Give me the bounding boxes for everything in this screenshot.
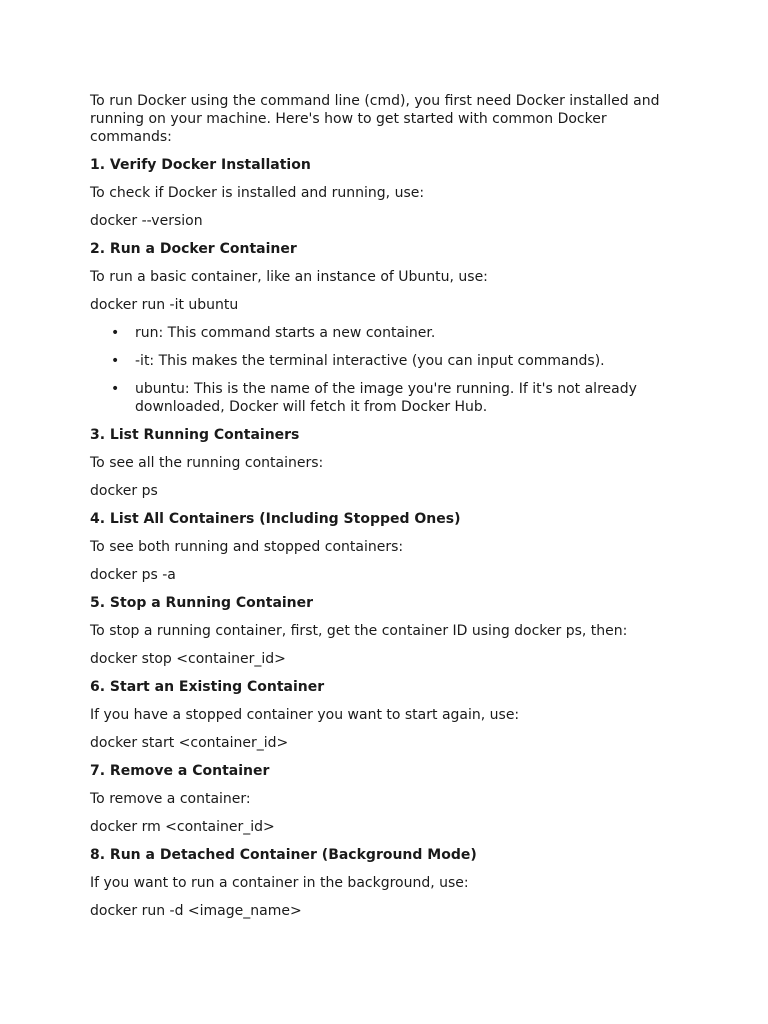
list-item-text: -it: This makes the terminal interactive (you can input commands). bbox=[135, 353, 605, 369]
intro-paragraph: To run Docker using the command line (cmd), you first need Docker installed and running on your machine. Here's how to get started with common Docker commands: bbox=[90, 93, 660, 145]
command-line: docker start <container_id> bbox=[90, 735, 289, 751]
section-heading: 5. Stop a Running Container bbox=[90, 595, 314, 611]
list-item-text: ubuntu: This is the name of the image you're running. If it's not already downloaded, Docker will fetch it from Docker Hub. bbox=[135, 381, 637, 415]
section-text: To check if Docker is installed and running, use: bbox=[90, 185, 425, 201]
section-text: To run a basic container, like an instance of Ubuntu, use: bbox=[90, 269, 488, 285]
section-remove-container bbox=[90, 762, 680, 836]
list-item bbox=[90, 380, 680, 416]
section-detached-container bbox=[90, 846, 680, 920]
section-text: To see all the running containers: bbox=[90, 455, 324, 471]
command-line: docker rm <container_id> bbox=[90, 819, 275, 835]
bullet-icon: • bbox=[111, 381, 120, 397]
command-line: docker stop <container_id> bbox=[90, 651, 286, 667]
document-page bbox=[90, 92, 680, 930]
section-heading: 2. Run a Docker Container bbox=[90, 241, 297, 257]
section-heading: 7. Remove a Container bbox=[90, 763, 270, 779]
command-line: docker run -it ubuntu bbox=[90, 297, 239, 313]
section-list-all bbox=[90, 510, 680, 584]
bullet-icon: • bbox=[111, 353, 120, 369]
section-text: If you want to run a container in the background, use: bbox=[90, 875, 469, 891]
section-start-container bbox=[90, 678, 680, 752]
bullet-icon: • bbox=[111, 325, 120, 341]
section-stop-container bbox=[90, 594, 680, 668]
section-heading: 3. List Running Containers bbox=[90, 427, 300, 443]
section-heading: 8. Run a Detached Container (Background Mode) bbox=[90, 847, 477, 863]
list-item bbox=[90, 324, 680, 342]
list-item bbox=[90, 352, 680, 370]
list-item-text: run: This command starts a new container. bbox=[135, 325, 436, 341]
bullet-list bbox=[90, 324, 680, 416]
section-verify-installation bbox=[90, 156, 680, 230]
command-line: docker run -d <image_name> bbox=[90, 903, 302, 919]
section-text: If you have a stopped container you want to start again, use: bbox=[90, 707, 520, 723]
section-heading: 4. List All Containers (Including Stopped Ones) bbox=[90, 511, 461, 527]
section-text: To remove a container: bbox=[90, 791, 251, 807]
command-line: docker ps -a bbox=[90, 567, 176, 583]
section-run-container bbox=[90, 240, 680, 416]
section-text: To see both running and stopped containers: bbox=[90, 539, 404, 555]
section-list-running bbox=[90, 426, 680, 500]
section-heading: 1. Verify Docker Installation bbox=[90, 157, 311, 173]
command-line: docker --version bbox=[90, 213, 203, 229]
section-heading: 6. Start an Existing Container bbox=[90, 679, 325, 695]
command-line: docker ps bbox=[90, 483, 158, 499]
section-text: To stop a running container, first, get the container ID using docker ps, then: bbox=[90, 623, 628, 639]
